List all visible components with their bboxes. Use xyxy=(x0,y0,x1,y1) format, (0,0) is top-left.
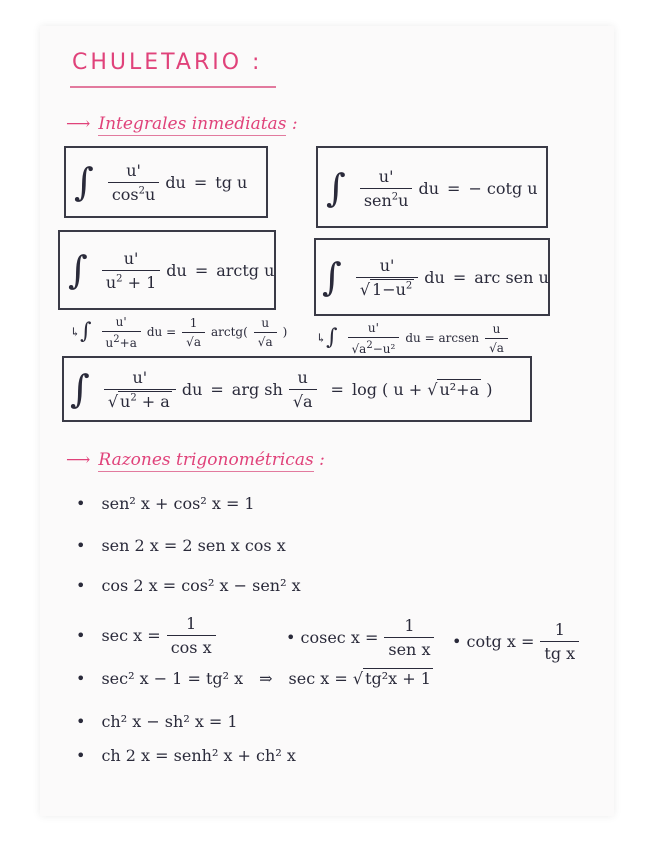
argument-fraction xyxy=(289,368,317,411)
numerator: u' xyxy=(378,166,394,186)
integral-sign: ∫ xyxy=(322,255,342,299)
page-title: CHULETARIO : xyxy=(72,50,263,75)
den-part: sen xyxy=(363,190,392,210)
den-part: u xyxy=(105,335,114,350)
closing-paren: ) xyxy=(486,379,493,399)
sqrt-icon: √ xyxy=(352,668,364,688)
differential: du xyxy=(405,331,421,345)
denominator xyxy=(102,331,141,350)
numerator: u' xyxy=(115,314,127,329)
den-part: √a xyxy=(351,341,367,356)
result: arcsen xyxy=(438,331,480,345)
formula-arctg-general: ↳ ∫ $\frac{u'}{u^2+a}$ du = $\frac{1}{√a}$ arctg ( $\frac{u}{√a}$ ) xyxy=(70,314,288,350)
bullet-icon: • xyxy=(452,631,462,651)
identity-text: sen 2 x = 2 sen x cos x xyxy=(101,536,286,555)
formula-integral-arcsen xyxy=(322,244,549,310)
section-heading-integrals xyxy=(66,114,298,134)
equals: = xyxy=(166,325,177,339)
den-exponent: 2 xyxy=(391,191,399,203)
denominator: √a xyxy=(254,332,277,349)
result: arc sen u xyxy=(474,267,549,287)
argument-fraction xyxy=(254,316,277,349)
den-exponent: 2 xyxy=(366,339,373,351)
denominator: √a xyxy=(289,389,317,411)
bullet-icon: • xyxy=(76,668,86,688)
fraction xyxy=(356,256,418,299)
den-exponent: 2 xyxy=(116,273,123,285)
identity-lhs: cotg x = xyxy=(466,631,535,651)
den-part: cos xyxy=(111,184,139,204)
denominator: sen x xyxy=(384,637,434,659)
identity-lhs: sec² x − 1 = tg² x xyxy=(101,668,244,688)
numerator: 1 xyxy=(404,615,415,635)
equals: = xyxy=(452,267,467,287)
implies-icon: ⇒ xyxy=(259,668,273,688)
differential: du xyxy=(418,178,440,198)
heading-text: Integrales inmediatas xyxy=(98,114,287,134)
result: arctg u xyxy=(216,260,275,280)
denominator xyxy=(356,277,418,299)
identity-text: ch² x − sh² x = 1 xyxy=(101,712,238,731)
numerator: u xyxy=(297,367,308,387)
trig-identity-secx xyxy=(76,612,222,658)
numerator: 1 xyxy=(554,619,565,639)
equals: = xyxy=(210,379,224,399)
integral-sign: ∫ xyxy=(68,248,88,292)
formula-integral-arctg xyxy=(68,236,274,304)
denominator xyxy=(360,188,413,210)
denominator xyxy=(108,182,160,204)
den-part: u xyxy=(105,272,117,292)
identity-lhs: sec x = xyxy=(101,625,161,645)
bullet-icon: • xyxy=(286,627,296,647)
den-exponent: 2 xyxy=(138,185,145,197)
identity-lhs: cosec x = xyxy=(300,627,379,647)
argument-fraction xyxy=(485,322,508,355)
denominator: √a xyxy=(485,338,508,355)
numerator: 1 xyxy=(189,315,198,330)
den-part: u xyxy=(398,190,409,210)
radicand xyxy=(370,279,414,299)
den-exponent: 2 xyxy=(130,392,137,404)
den-exponent: 2 xyxy=(113,333,120,345)
numerator: 1 xyxy=(186,613,197,633)
fraction xyxy=(540,620,579,663)
integral-sign: ∫ xyxy=(326,325,338,350)
denominator xyxy=(102,270,160,292)
numerator: u' xyxy=(126,160,141,180)
bullet-icon: • xyxy=(76,625,86,645)
result: − cotg u xyxy=(468,178,538,198)
formula-arcsen-general xyxy=(316,316,514,360)
identity-text: ch 2 x = senh² x + ch² x xyxy=(101,746,296,765)
numerator: u xyxy=(261,315,270,330)
integral-sign: ∫ xyxy=(326,166,346,210)
fraction xyxy=(102,315,141,350)
differential: du xyxy=(165,172,186,192)
coefficient-fraction xyxy=(182,316,205,349)
title-underline xyxy=(70,86,276,88)
sqrt-icon: √ xyxy=(427,379,438,399)
denominator: tg x xyxy=(540,641,579,663)
trig-identity-ch2x xyxy=(76,746,296,765)
formula-integral-cotg xyxy=(326,154,538,222)
fraction xyxy=(384,616,434,659)
denominator xyxy=(104,389,176,411)
trig-identity-sen2x xyxy=(76,536,286,555)
arrow-icon: ⟶ xyxy=(66,114,91,134)
arrow-icon: ⟶ xyxy=(66,450,91,470)
result: tg u xyxy=(215,172,248,192)
numerator: u xyxy=(492,321,501,336)
arg-sh: arg sh xyxy=(231,379,283,399)
heading-text: Razones trigonométricas xyxy=(98,450,314,470)
den-part: + 1 xyxy=(127,272,157,292)
identity-text: cos 2 x = cos² x − sen² x xyxy=(101,576,301,595)
integral-sign: ∫ xyxy=(70,367,90,411)
hook-arrow-icon: ↳ xyxy=(70,325,81,339)
trig-identity-cotgx xyxy=(452,618,585,664)
den-part: +a xyxy=(119,335,137,350)
formula-integral-argsh xyxy=(70,360,492,418)
hook-arrow-icon: ↳ xyxy=(316,331,327,345)
integral-sign: ∫ xyxy=(80,319,92,344)
bullet-icon: • xyxy=(76,746,86,765)
numerator: u' xyxy=(367,320,379,335)
differential: du xyxy=(424,267,445,287)
den-exponent: 2 xyxy=(405,280,413,292)
integral-sign: ∫ xyxy=(74,160,94,204)
den-part: u xyxy=(145,184,156,204)
numerator: u' xyxy=(379,255,395,275)
fraction xyxy=(104,368,176,411)
fraction xyxy=(167,614,216,657)
equals: = xyxy=(330,379,344,399)
equals: = xyxy=(193,172,208,192)
sqrt-icon: √ xyxy=(107,391,119,411)
radicand: tg²x + 1 xyxy=(365,669,431,688)
fraction xyxy=(360,167,413,210)
denominator: cos x xyxy=(167,635,216,657)
result: arctg xyxy=(210,325,244,339)
sqrt-icon: √ xyxy=(359,279,371,299)
bullet-icon: • xyxy=(76,712,86,731)
bullet-icon: • xyxy=(76,576,86,595)
log-part: log ( u + xyxy=(351,379,423,399)
den-part: + a xyxy=(141,391,170,411)
bullet-icon: • xyxy=(76,536,86,555)
trig-identity-hyperbolic xyxy=(76,712,238,731)
heading-colon: : xyxy=(291,114,298,134)
heading-colon: : xyxy=(319,450,325,470)
radicand: u²+a xyxy=(439,380,480,399)
differential: du xyxy=(181,379,203,399)
fraction xyxy=(108,161,160,204)
differential: du xyxy=(166,260,187,280)
trig-identity-pythagorean xyxy=(76,494,255,513)
denominator xyxy=(348,337,400,356)
den-part: u xyxy=(120,391,131,411)
trig-identity-cosecx xyxy=(286,614,440,660)
equals: = xyxy=(424,331,435,345)
identity-mid: sec x = xyxy=(288,668,348,688)
bullet-icon: • xyxy=(76,494,86,513)
radicand xyxy=(118,391,172,411)
numerator: u' xyxy=(132,367,148,387)
fraction xyxy=(348,321,400,356)
den-part: −u² xyxy=(372,341,396,356)
trig-identity-sec2 xyxy=(76,668,433,688)
fraction xyxy=(102,249,160,292)
den-part: 1−u xyxy=(372,279,406,299)
formula-integral-tg xyxy=(74,150,247,214)
differential: du xyxy=(146,325,163,339)
equals: = xyxy=(447,178,461,198)
trig-identity-cos2x xyxy=(76,576,301,595)
identity-text: sen² x + cos² x = 1 xyxy=(101,494,255,513)
denominator: √a xyxy=(182,332,205,349)
section-heading-trig xyxy=(66,450,325,470)
equals: = xyxy=(194,260,209,280)
numerator: u' xyxy=(123,248,139,268)
